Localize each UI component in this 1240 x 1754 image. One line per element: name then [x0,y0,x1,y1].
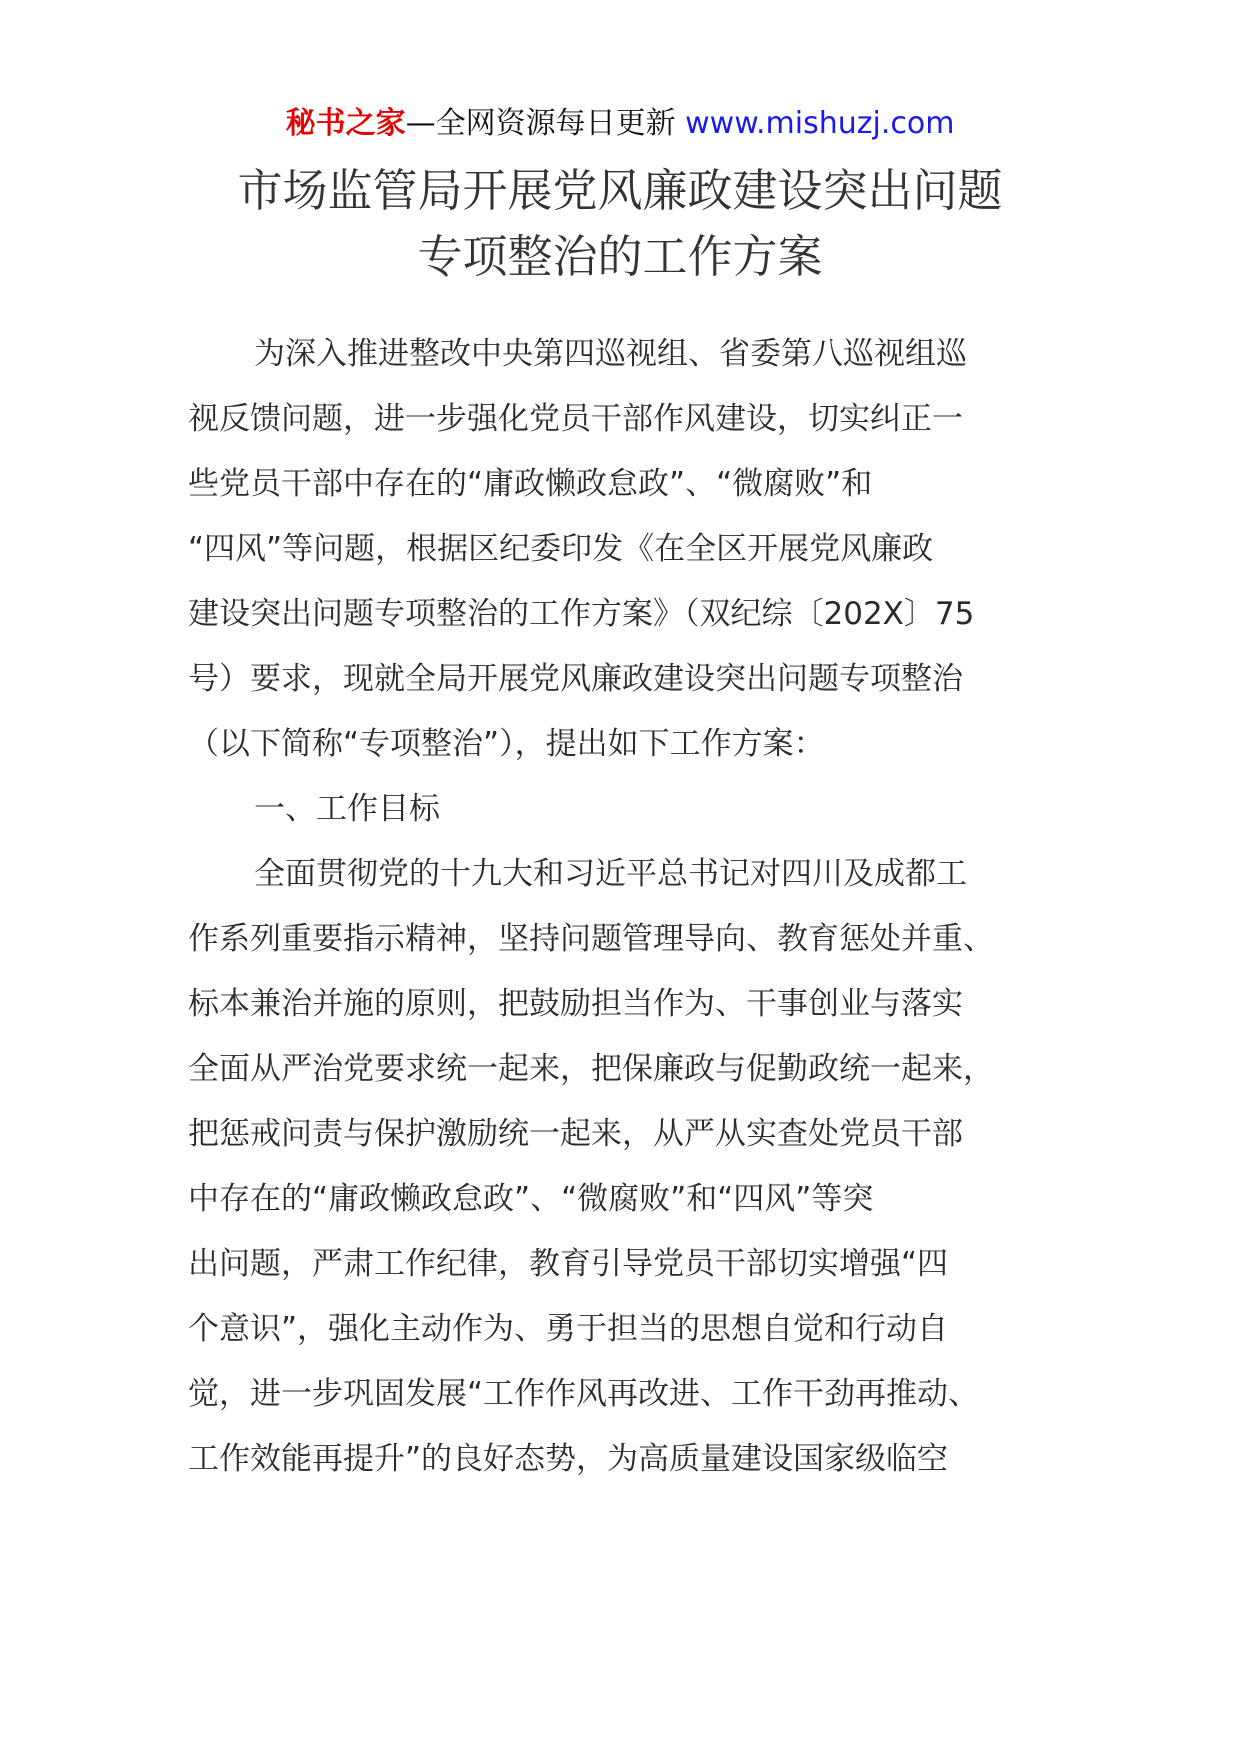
intro-line: 视反馈问题，进一步强化党员干部作风建设，切实纠正一 [188,401,963,437]
document-body [188,322,1048,1492]
section-line: 把惩戒问责与保护激励统一起来，从严从实查处党员干部 [188,1116,963,1152]
section-heading: 一、工作目标 [254,791,440,827]
section-line: 觉，进一步巩固发展“工作作风再改进、工作干劲再推动、 [188,1376,980,1412]
intro-line: 号）要求，现就全局开展党风廉政建设突出问题专项整治 [188,661,963,697]
title-line-1: 市场监管局开展党风廉政建设突出问题 [237,164,1003,217]
section-line: 全面贯彻党的十九大和习近平总书记对四川及成都工 [254,856,967,892]
site-url-link[interactable]: www.mishuzj.com [685,106,955,141]
intro-line: 些党员干部中存在的“庸政懒政怠政”、“微腐败”和 [188,466,873,502]
section-line: 中存在的“庸政懒政怠政”、“微腐败”和“四风”等突 [188,1181,874,1217]
section-line: 全面从严治党要求统一起来，把保廉政与促勤政统一起来， [188,1051,994,1087]
section-line: 标本兼治并施的原则，把鼓励担当作为、干事创业与落实 [188,986,963,1022]
title-line-2: 专项整治的工作方案 [417,230,823,283]
section-line: 作系列重要指示精神，坚持问题管理导向、教育惩处并重、 [188,921,994,957]
section-line: 个意识”，强化主动作为、勇于担当的思想自觉和行动自 [188,1311,949,1347]
section-line: 工作效能再提升”的良好态势，为高质量建设国家级临空 [188,1441,949,1477]
brand-name: 秘书之家 [285,106,406,141]
intro-line: （以下简称“专项整治”），提出如下工作方案： [188,726,825,762]
intro-line: “四风”等问题，根据区纪委印发《在全区开展党风廉政 [188,531,934,567]
document-title [0,158,1240,290]
intro-line: 为深入推进整改中央第四巡视组、省委第八巡视组巡 [254,336,967,372]
site-slogan: —全网资源每日更新 [405,106,676,141]
site-banner [0,104,1240,144]
intro-line: 建设突出问题专项整治的工作方案》（双纪综〔202X〕75 [188,596,975,632]
section-line: 出问题，严肃工作纪律，教育引导党员干部切实增强“四 [188,1246,949,1282]
